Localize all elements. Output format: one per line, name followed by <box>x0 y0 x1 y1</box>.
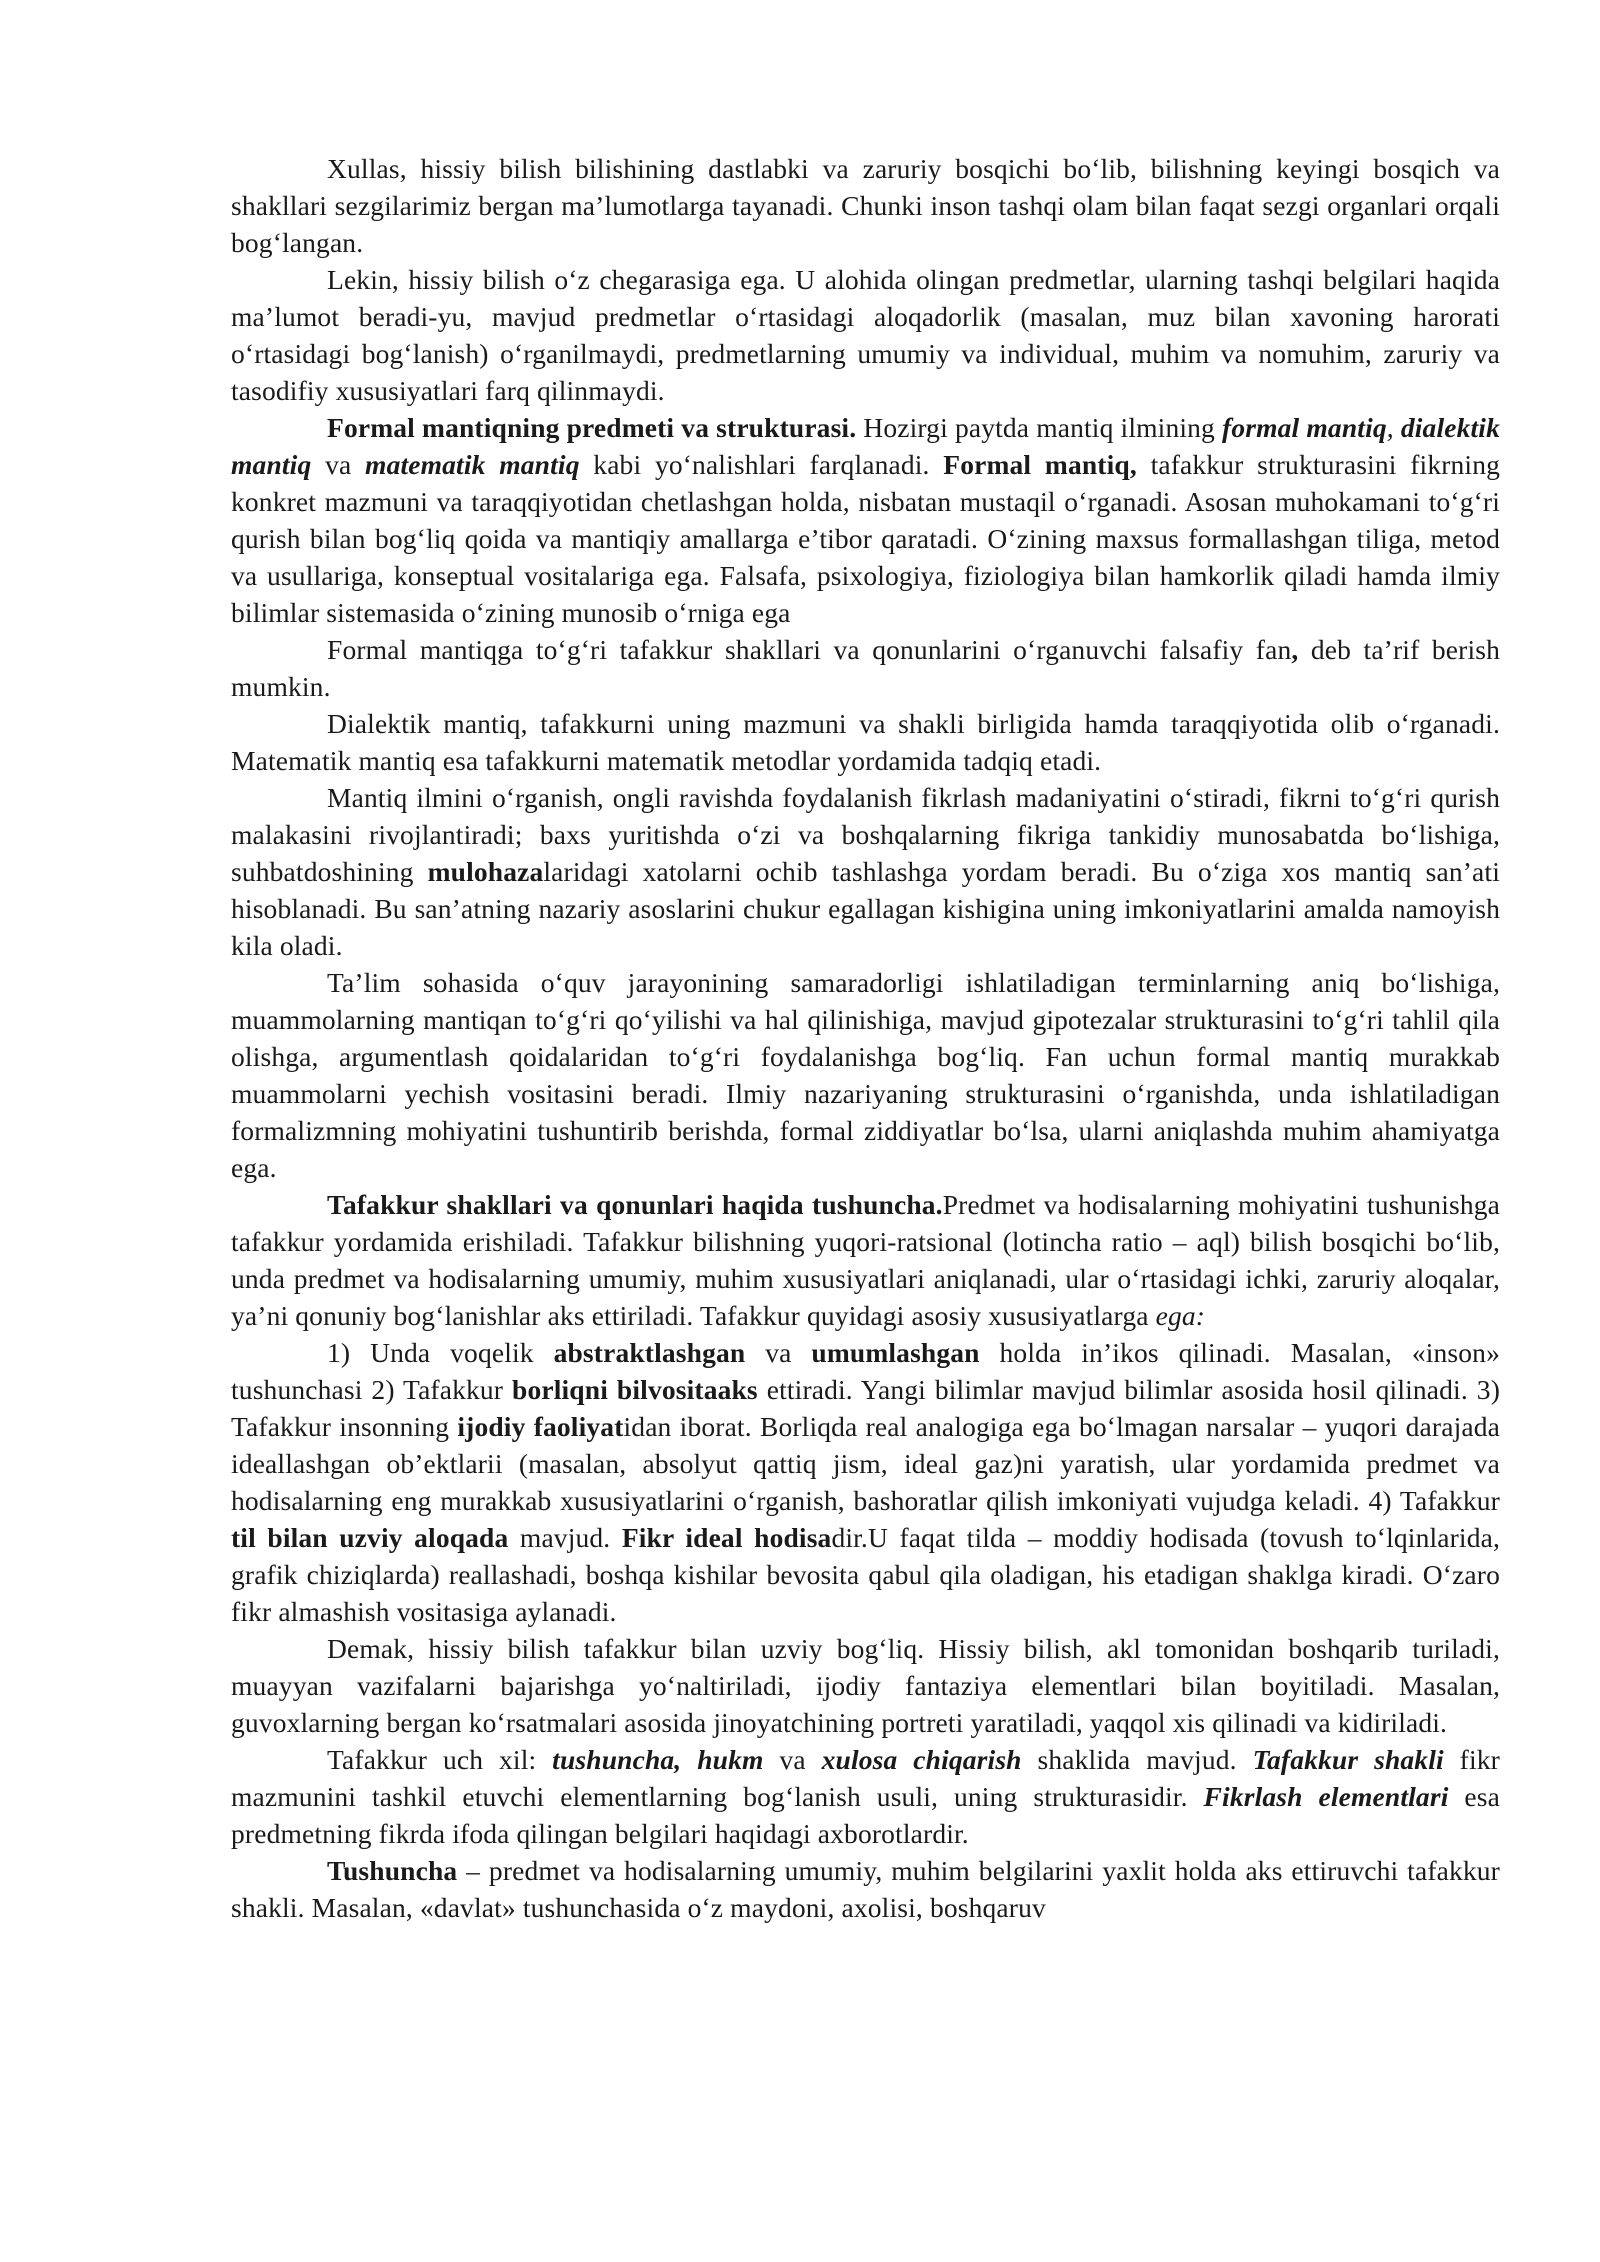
italic-text: ega: <box>1155 1300 1206 1331</box>
bold-italic-text: dialektik mantiq <box>231 412 1500 480</box>
bold-text: abstraktlashgan <box>553 1337 746 1368</box>
text-run: ettiradi. Yangi bilimlar mavjud bilimlar asosida hosil qilinadi. 3) Tafakkur insonning <box>231 1374 1500 1442</box>
text-run: kabi yo‘nalishlari farqlanadi. <box>579 449 944 480</box>
paragraph <box>231 1186 1500 1334</box>
text-run: Dialektik mantiq, tafakkurni uning mazmuni va shakli birligida hamda taraqqiyotida olib o‘rganadi. Matematik mantiq esa tafakkurni matematik metodlar yordamida tadqiq etadi. <box>231 708 1500 776</box>
paragraph <box>231 261 1500 409</box>
bold-italic-text: tushuncha, hukm <box>552 1744 764 1775</box>
bold-text: ijodiy faoliyat <box>457 1411 624 1442</box>
paragraph <box>231 1630 1500 1741</box>
bold-italic-text: Tafakkur shakli <box>1252 1744 1444 1775</box>
bold-text: Formal mantiq, <box>943 449 1137 480</box>
text-run: dir.U faqat tilda – moddiy hodisada (tovush to‘lqinlarida, grafik chiziqlarda) reallashadi, boshqa kishilar bevosita qabul qila oladigan, his etadigan shaklga kiradi. O‘zaro fikr almashish vositasiga aylanadi. <box>231 1522 1500 1627</box>
paragraph <box>231 1852 1500 1926</box>
text-run: Predmet va hodisalarning mohiyatini tushunishga tafakkur yordamida erishiladi. Tafakkur bilishning yuqori-ratsional (lotincha ratio – aql) bilish bosqichi bo‘lib, unda predmet va hodisalarning umumiy, muhim xususiyatlari aniqlanadi, ular o‘rtasidagi ichki, zaruriy aloqalar, ya’ni qonuniy bog‘lanishlar aks ettiriladi. Tafakkur quyidagi asosiy xususiyatlarga <box>231 1189 1501 1331</box>
text-run: Xullas, hissiy bilish bilishining dastlabki va zaruriy bosqichi bo‘lib, bilishning keyingi bosqich va shakllari sezgilarimiz bergan ma’lumotlarga tayanadi. Chunki inson tashqi olam bilan faqat sezgi organlari orqali bog‘langan. <box>231 153 1500 258</box>
text-run: – predmet va hodisalarning umumiy, muhim belgilarini yaxlit holda aks ettiruvchi tafakkur shakli. Masalan, «davlat» tushunchasida o‘z maydoni, axolisi, boshqaruv <box>231 1855 1500 1923</box>
paragraph <box>231 1741 1500 1852</box>
paragraph <box>231 964 1500 1186</box>
text-run: Hozirgi paytda mantiq ilmining <box>856 412 1223 443</box>
text-run: va <box>311 449 366 480</box>
text-run: Lekin, hissiy bilish o‘z chegarasiga ega. U alohida olingan predmetlar, ularning tashqi belgilari haqida ma’lumot beradi-yu, mavjud predmetlar o‘rtasidagi aloqadorlik (masalan, muz bilan xavoning harorati o‘rtasidagi bog‘lanish) o‘rganilmaydi, predmetlarning umumiy va individual, muhim va nomuhim, zaruriy va tasodifiy xususiyatlari farq qilinmaydi. <box>231 264 1500 406</box>
paragraph <box>231 150 1500 261</box>
text-run: fikr mazmunini tashkil etuvchi elementlarning bog‘lanish usuli, uning strukturasidir. <box>231 1744 1500 1812</box>
text-run: laridagi xatolarni ochib tashlashga yordam beradi. Bu o‘ziga xos mantiq san’ati hisoblanadi. Bu san’atning nazariy asoslarini chukur egallagan kishigina uning imkoniyatlarini amalda namoyish kila oladi. <box>231 856 1500 961</box>
italic-text: , <box>1386 412 1401 443</box>
bold-text: Tafakkur shakllari va qonunlari haqida tushuncha. <box>327 1189 943 1220</box>
bold-text: Tushuncha <box>327 1855 458 1886</box>
text-run: holda in’ikos qilinadi. Masalan, «inson» tushunchasi 2) Tafakkur <box>231 1337 1500 1405</box>
bold-italic-text: xulosa chiqarish <box>821 1744 1022 1775</box>
paragraph <box>231 409 1500 631</box>
text-run: deb ta’rif berish mumkin. <box>231 634 1500 702</box>
bold-text: Fikr ideal hodisa <box>621 1522 832 1553</box>
text-run: Tafakkur uch xil: <box>327 1744 553 1775</box>
bold-text: borliqni bilvositaaks <box>512 1374 758 1405</box>
paragraph <box>231 631 1500 705</box>
document-page <box>231 150 1500 1926</box>
text-run: tafakkur strukturasini fikrning konkret mazmuni va taraqqiyotidan chetlashgan holda, nisbatan mustaqil o‘rganadi. Asosan muhokamani to‘g‘ri qurish bilan bog‘liq qoida va mantiqiy amallarga e’tibor qaratadi. O‘zining maxsus formallashgan tiliga, metod va usullariga, konseptual vositalariga ega. Falsafa, psixologiya, fiziologiya bilan hamkorlik qiladi hamda ilmiy bilimlar sistemasida o‘zining munosib o‘rniga ega <box>231 449 1501 628</box>
text-run: va <box>763 1744 822 1775</box>
text-run: shaklida mavjud. <box>1021 1744 1253 1775</box>
bold-text: umumlashgan <box>811 1337 980 1368</box>
text-run: esa predmetning fikrda ifoda qilingan belgilari haqidagi axborotlardir. <box>231 1781 1500 1849</box>
text-run: Ta’lim sohasida o‘quv jarayonining samaradorligi ishlatiladigan terminlarning aniq bo‘lishiga, muammolarning mantiqan to‘g‘ri qo‘yilishi va hal qilinishiga, mavjud gipotezalar strukturasini to‘g‘ri tahlil qila olishga, argumentlash qoidalaridan to‘g‘ri foydalanishga bog‘liq. Fan uchun formal mantiq murakkab muammolarni yechish vositasini beradi. Ilmiy nazariyaning strukturasini o‘rganishda, unda ishlatiladigan formalizmning mohiyatini tushuntirib berishda, formal ziddiyatlar bo‘lsa, ularni aniqlashda muhim ahamiyatga ega. <box>231 967 1500 1183</box>
text-run: Formal mantiqga to‘g‘ri tafakkur shakllari va qonunlarini o‘rganuvchi falsafiy fan <box>327 634 1292 665</box>
text-run: idan iborat. Borliqda real analogiga ega bo‘lmagan narsalar – yuqori darajada ideallashgan ob’ektlarii (masalan, absolyut qattiq jism, ideal gaz)ni yaratish, ular yordamida predmet va hodisalarning eng murakkab xususiyatlarini o‘rganish, bashoratlar qilish imkoniyati vujudga keladi. 4) Tafakkur <box>231 1411 1500 1516</box>
text-run: Mantiq ilmini o‘rganish, ongli ravishda foydalanish fikrlash madaniyatini o‘stiradi, fikrni to‘g‘ri qurish malakasini rivojlantiradi; baxs yuritishda o‘zi va boshqalarning fikriga tankidiy munosabatda bo‘lishiga, suhbatdoshining <box>231 782 1500 887</box>
bold-text: Formal mantiqning predmeti va strukturasi. <box>327 412 857 443</box>
text-run: va <box>745 1337 812 1368</box>
bold-italic-text: formal mantiq <box>1222 412 1387 443</box>
bold-text: , <box>1291 634 1299 665</box>
bold-italic-text: Fikrlash elementlari <box>1203 1781 1449 1812</box>
paragraph <box>231 705 1500 779</box>
paragraph <box>231 1334 1500 1630</box>
bold-text: til bilan uzviy aloqada <box>231 1522 509 1553</box>
paragraph <box>231 779 1500 964</box>
text-run: mavjud. <box>508 1522 622 1553</box>
bold-text: mulohaza <box>427 856 544 887</box>
bold-italic-text: matematik mantiq <box>365 449 580 480</box>
text-run: Demak, hissiy bilish tafakkur bilan uzviy bog‘liq. Hissiy bilish, akl tomonidan boshqarib turiladi, muayyan vazifalarni bajarishga yo‘naltiriladi, ijodiy fantaziya elementlari bilan boyitiladi. Masalan, guvoxlarning bergan ko‘rsatmalari asosida jinoyatchining portreti yaratiladi, yaqqol xis qilinadi va kidiriladi. <box>231 1633 1500 1738</box>
text-run: 1) Unda voqelik <box>327 1337 554 1368</box>
